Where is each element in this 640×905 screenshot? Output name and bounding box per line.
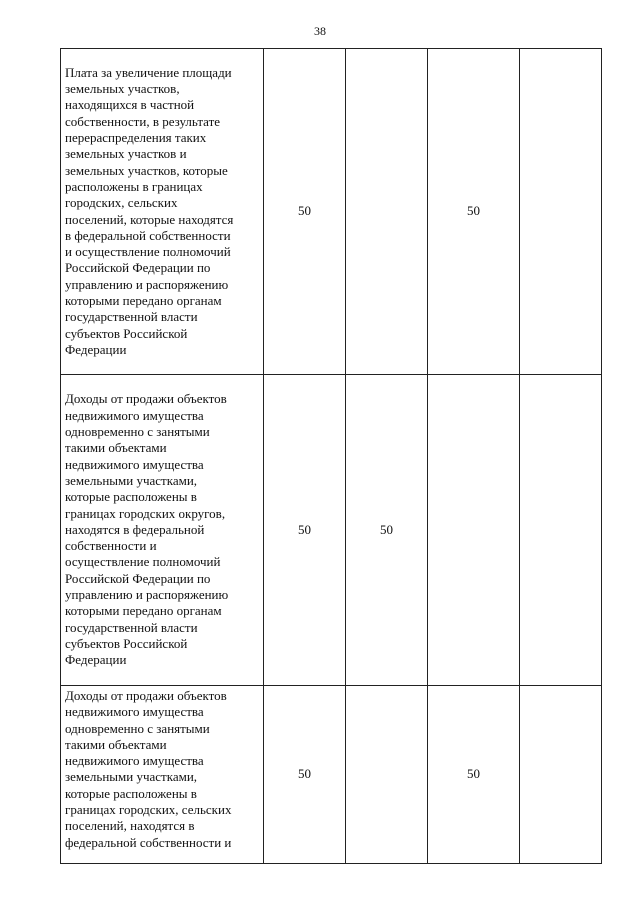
value-cell: 50 [264,686,346,864]
page-number: 38 [314,24,326,38]
row-description: Доходы от продажи объектов недвижимого имущества одновременно с занятыми такими объектами недвижимого имущества земельными участками, которые расположены в границах городских округов, находятся в федеральной собственности и осуществление полномочий Российской Федерации по управлению и распоряжению которыми передано органам государственной власти субъектов Российской Федерации [61,375,264,686]
table-row [61,686,602,864]
value-cell [520,49,602,375]
value-cell: 50 [264,375,346,686]
table-row [61,375,602,686]
value-cell: 50 [264,49,346,375]
value-cell [428,375,520,686]
value-cell: 50 [428,686,520,864]
row-description: Плата за увеличение площади земельных участков, находящихся в частной собственности, в результате перераспределения таких земельных участков и земельных участков, которые расположены в границах городских, сельских поселений, которые находятся в федеральной собственности и осуществление полномочий Российской Федерации по управлению и распоряжению которыми передано органам государственной власти субъектов Российской Федерации [61,49,264,375]
value-cell [520,686,602,864]
revenue-distribution-table [60,48,602,864]
value-cell: 50 [428,49,520,375]
table-row [61,49,602,375]
value-cell [346,686,428,864]
value-cell [520,375,602,686]
value-cell [346,49,428,375]
value-cell: 50 [346,375,428,686]
row-description: Доходы от продажи объектов недвижимого имущества одновременно с занятыми такими объектами недвижимого имущества земельными участками, которые расположены в границах городских, сельских поселений, находятся в федеральной собственности и [61,686,264,864]
